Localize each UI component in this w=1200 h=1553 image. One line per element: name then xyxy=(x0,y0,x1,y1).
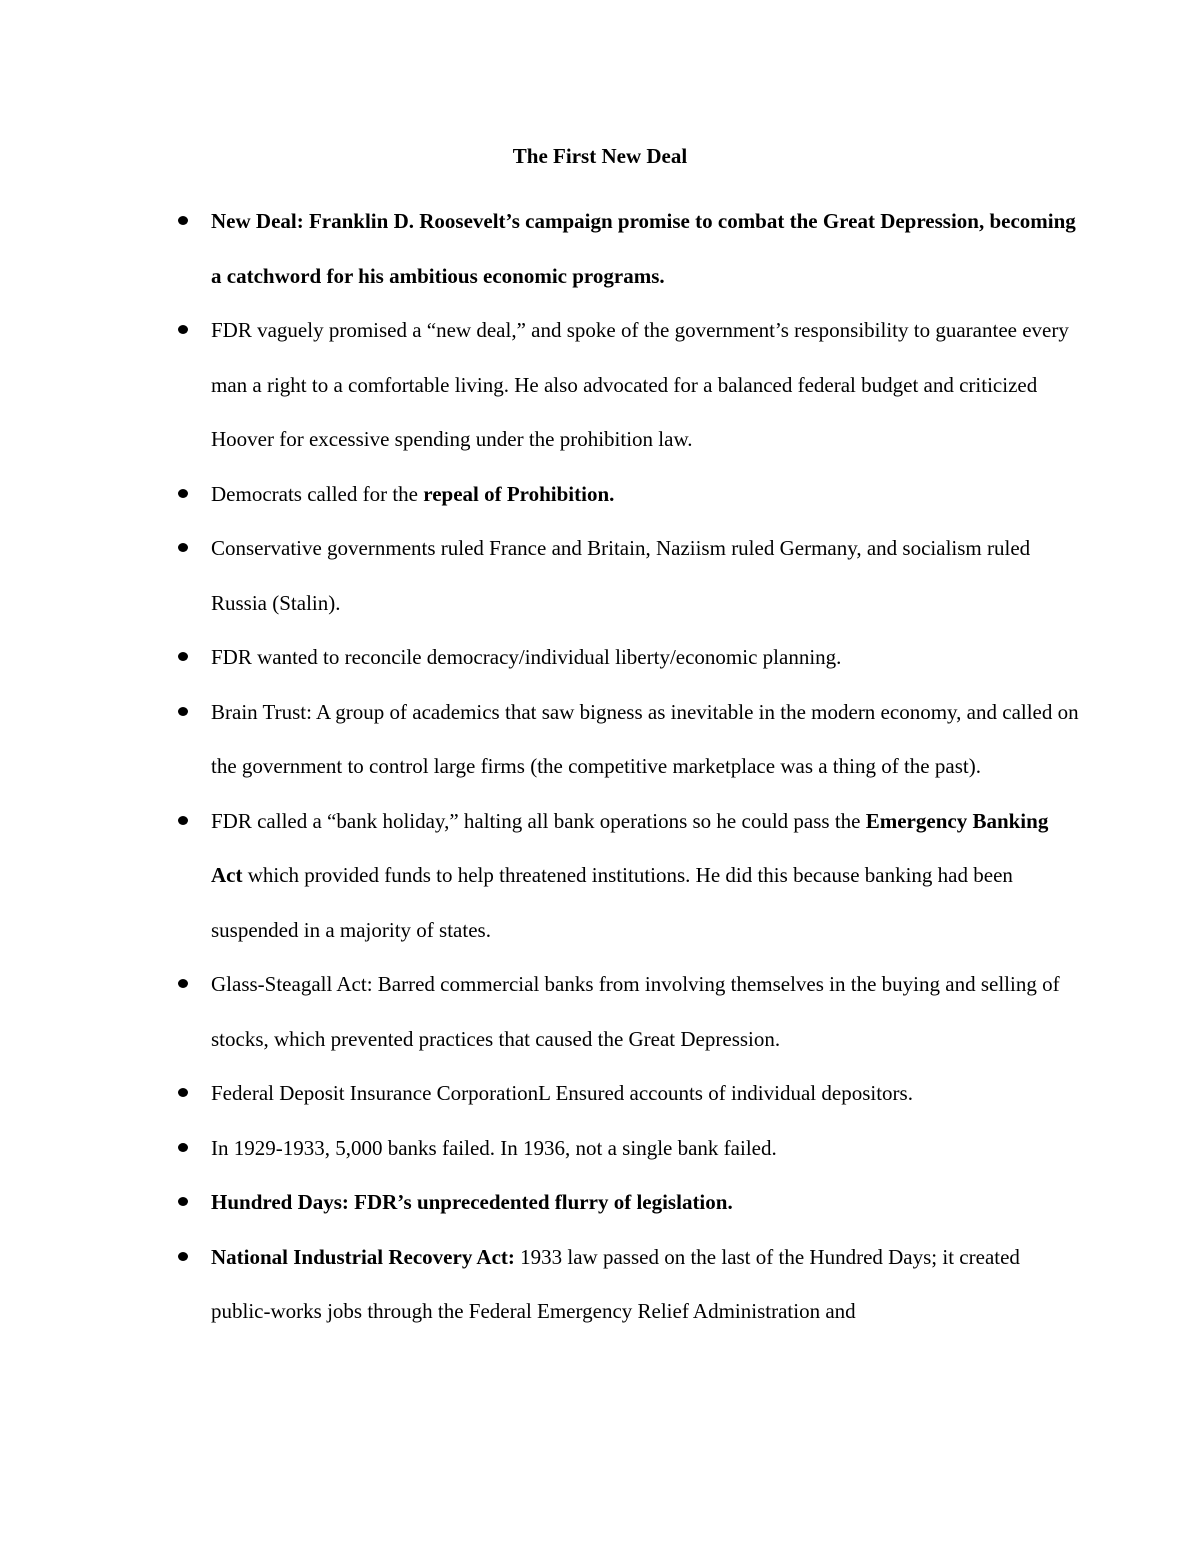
item-text-bold: Hundred Days: FDR’s unprecedented flurry of legislation. xyxy=(211,1190,733,1214)
item-text-bold: National Industrial Recovery Act: xyxy=(211,1244,515,1269)
item-text: FDR vaguely promised a “new deal,” and spoke of the government’s responsibility to guarantee every man a right to a comfortable living. He also advocated for a balanced federal budget and criticized Hoover for excessive spending under the prohibition law. xyxy=(211,318,1069,451)
list-item xyxy=(0,303,1081,467)
item-text: Glass-Steagall Act: Barred commercial banks from involving themselves in the buying and selling of stocks, which prevented practices that caused the Great Depression. xyxy=(211,972,1060,1051)
list-item xyxy=(0,1230,1081,1339)
item-text: FDR wanted to reconcile democracy/individual liberty/economic planning. xyxy=(211,645,842,669)
list-item xyxy=(0,194,1081,303)
list-item xyxy=(0,1121,1081,1176)
item-text-bold: repeal of Prohibition. xyxy=(423,481,615,506)
list-item xyxy=(0,521,1081,630)
list-item xyxy=(0,957,1081,1066)
bullet-icon xyxy=(178,1197,188,1206)
bullet-icon xyxy=(178,1143,188,1152)
bullet-icon xyxy=(178,1252,188,1261)
document-title: The First New Deal xyxy=(512,144,688,168)
bullet-icon xyxy=(178,489,188,498)
bullet-icon xyxy=(178,216,188,225)
item-text: In 1929-1933, 5,000 banks failed. In 1936, not a single bank failed. xyxy=(211,1135,777,1160)
bullet-icon xyxy=(178,979,188,988)
notes-list xyxy=(0,194,1200,1339)
bullet-icon xyxy=(178,1088,188,1097)
item-text: 1933 law passed on the last of the Hundred Days; it created public-works jobs through the Federal Emergency Relief Administration and xyxy=(211,1244,1020,1323)
item-text: Democrats called for the xyxy=(211,481,424,506)
list-item xyxy=(0,1066,1081,1121)
list-item xyxy=(0,685,1081,794)
item-text: FDR called a “bank holiday,” halting all bank operations so he could pass the xyxy=(211,808,866,833)
item-text-bold: New Deal: Franklin D. Roosevelt’s campaign promise to combat the Great Depression, becoming a catchword for his ambitious economic programs. xyxy=(211,209,1076,288)
item-text: Federal Deposit Insurance CorporationL Ensured accounts of individual depositors. xyxy=(211,1081,913,1105)
bullet-icon xyxy=(178,652,188,661)
bullet-icon xyxy=(178,543,188,552)
item-text-bold: Emergency Banking Act xyxy=(211,808,1049,887)
bullet-icon xyxy=(178,325,188,334)
list-item xyxy=(0,630,1081,685)
bullet-icon xyxy=(178,707,188,716)
item-text: Conservative governments ruled France and Britain, Naziism ruled Germany, and socialism ruled Russia (Stalin). xyxy=(211,536,1031,615)
item-text: Brain Trust: A group of academics that saw bigness as inevitable in the modern economy, and called on the government to control large firms (the competitive marketplace was a thing of the past). xyxy=(211,699,1079,778)
bullet-icon xyxy=(178,816,188,825)
list-item xyxy=(0,1175,1081,1230)
list-item xyxy=(0,467,1081,522)
list-item xyxy=(0,794,1081,958)
item-text: which provided funds to help threatened institutions. He did this because banking had been suspended in a majority of states. xyxy=(211,863,1013,942)
